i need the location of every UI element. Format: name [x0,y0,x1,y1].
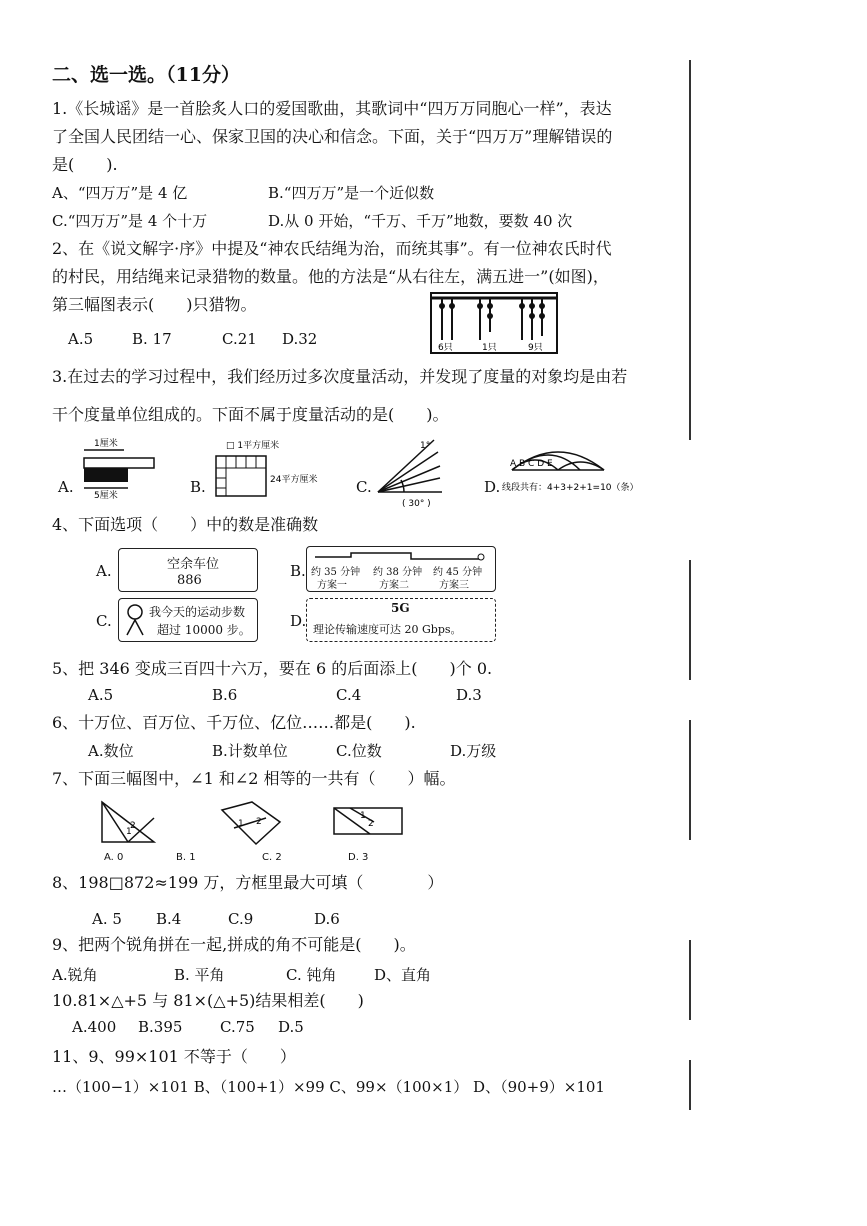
q3-option-d-label: D. [484,478,501,496]
5g-speed-box [306,598,496,642]
svg-text:2: 2 [256,817,262,827]
q3-line2: 干个度量单位组成的。下面不属于度量活动的是( )。 [52,405,449,424]
route-plan-1: 方案一 [317,580,347,591]
q8-option-d: D.6 [314,910,340,928]
knot-label-2: 1只 [482,343,497,353]
q2-option-b: B. 17 [132,330,172,348]
q1-option-a: A、“四万万”是 4 亿 [52,184,188,202]
q3-option-c-label: C. [356,478,372,496]
q8-option-a: A. 5 [92,910,122,928]
route-time-1: 约 35 分钟 [311,567,361,578]
5g-label: 5G [391,601,410,615]
q4-option-d-label: D. [290,612,307,630]
parking-sign-title: 空余车位 [167,557,220,572]
knot-rope-figure [430,292,558,354]
q6-option-d: D.万级 [450,742,497,760]
q2-line3: 第三幅图表示( )只猎物。 [52,295,257,314]
q1-line2: 了全国人民团结一心、保家卫国的决心和信念。下面，关于“四万万”理解错误的 [52,127,613,146]
q6-option-a: A.数位 [88,742,134,760]
q11-line1: 11、9、99×101 不等于（ ） [52,1047,296,1066]
q8-line1: 8、198□872≈199 万，方框里最大可填（ ） [52,873,444,892]
fold-figure-1 [98,798,160,846]
q2-option-c: C.21 [222,330,257,348]
segment-points-label: A B C D E [510,459,553,469]
q7-option-a: A. 0 [104,852,124,863]
q1-option-c: C.“四万万”是 4 个十万 [52,212,208,230]
step-count-box [118,598,258,642]
margin-line [689,940,691,1020]
q5-option-d: D.3 [456,686,482,704]
q4-line1: 4、下面选项（ ）中的数是准确数 [52,515,319,534]
q7-option-b: B. 1 [176,852,196,863]
margin-line [689,60,691,440]
5g-speed-text: 理论传输速度可达 20 Gbps。 [313,623,462,636]
step-count-line1: 我今天的运动步数 [149,605,246,619]
q6-line1: 6、十万位、百万位、千万位、亿位……都是( ). [52,713,416,732]
svg-text:1: 1 [360,811,366,821]
grid-area-label: 24平方厘米 [270,475,318,485]
q4-option-b-label: B. [290,562,306,580]
margin-line [689,1060,691,1110]
q9-option-c: C. 钝角 [286,966,337,984]
q10-option-b: B.395 [138,1018,183,1036]
q1-line1: 1.《长城谣》是一首脍炙人口的爱国歌曲，其歌词中“四万万同胞心一样”，表达 [52,99,612,118]
q1-option-b: B.“四万万”是一个近似数 [268,184,435,202]
q2-option-d: D.32 [282,330,318,348]
step-count-line2: 超过 10000 步。 [157,623,251,637]
q8-option-c: C.9 [228,910,254,928]
route-plan-3: 方案三 [439,580,469,591]
angle-unit-label: 1° [420,441,431,451]
q3-option-a-label: A. [58,478,74,496]
svg-text:2: 2 [368,819,374,829]
q2-line2: 的村民，用结绳来记录猎物的数量。他的方法是“从右往左，满五进一”(如图)， [52,267,609,286]
child-icon [123,603,147,637]
ruler-bottom-label: 5厘米 [94,491,118,500]
q9-option-d: D、直角 [374,966,432,984]
q6-option-c: C.位数 [336,742,382,760]
parking-sign-value: 886 [177,573,202,588]
parking-sign [118,548,258,592]
q11-line2: …（100−1）×101 B、（100+1）×99 C、99×（100×1） D、（90+9）×101 [52,1078,605,1096]
knot-label-3: 9只 [528,343,543,353]
q4-option-c-label: C. [96,612,112,630]
route-time-3: 约 45 分钟 [433,567,483,578]
fold-figure-2 [216,800,286,846]
q4-option-a-label: A. [96,562,112,580]
q8-option-b: B.4 [156,910,182,928]
q2-line1: 2、在《说文解字·序》中提及“神农氏结绳为治，而统其事”。有一位神农氏时代 [52,239,612,258]
q2-option-a: A.5 [68,330,94,348]
route-plan-box [306,546,496,592]
q9-option-b: B. 平角 [174,966,225,984]
ruler-top-label: 1厘米 [94,439,118,449]
area-grid-figure [212,438,332,500]
knot-label-1: 6只 [438,343,453,353]
segment-formula: 线段共有：4+3+2+1=10（条） [502,483,639,493]
svg-text:1: 1 [238,819,244,829]
q6-option-b: B.计数单位 [212,742,288,760]
margin-line [689,720,691,840]
q1-option-d: D.从 0 开始，“千万、千万”地数，要数 40 次 [268,212,573,230]
section-title: 二、选一选。（11分） [52,64,240,86]
fold-figure-3 [330,804,406,838]
svg-text:2: 2 [130,821,136,831]
margin-line [689,560,691,680]
ruler-figure [80,436,156,500]
q3-option-b-label: B. [190,478,206,496]
grid-unit-label: □ 1平方厘米 [226,441,280,451]
angle-figure [374,436,448,510]
q7-option-c: C. 2 [262,852,282,863]
route-plan-2: 方案二 [379,580,409,591]
q5-line1: 5、把 346 变成三百四十六万，要在 6 的后面添上( )个 0. [52,659,493,678]
q10-option-c: C.75 [220,1018,255,1036]
route-time-2: 约 38 分钟 [373,567,423,578]
angle-value-label: ( 30° ) [402,499,431,509]
q10-option-a: A.400 [72,1018,117,1036]
q10-option-d: D.5 [278,1018,304,1036]
q10-line1: 10.81×△+5 与 81×(△+5)结果相差( ) [52,991,364,1010]
q3-line1: 3.在过去的学习过程中，我们经历过多次度量活动，并发现了度量的对象均是由若 [52,367,628,386]
q1-line3: 是( ). [52,155,118,174]
q9-option-a: A.锐角 [52,966,98,984]
q7-option-d: D. 3 [348,852,369,863]
svg-text:1: 1 [126,827,132,837]
q5-option-c: C.4 [336,686,362,704]
q9-line1: 9、把两个锐角拼在一起,拼成的角不可能是( )。 [52,935,416,954]
q5-option-a: A.5 [88,686,114,704]
segment-count-figure [500,440,640,496]
q7-line1: 7、下面三幅图中，∠1 和∠2 相等的一共有（ ）幅。 [52,769,456,788]
q5-option-b: B.6 [212,686,238,704]
